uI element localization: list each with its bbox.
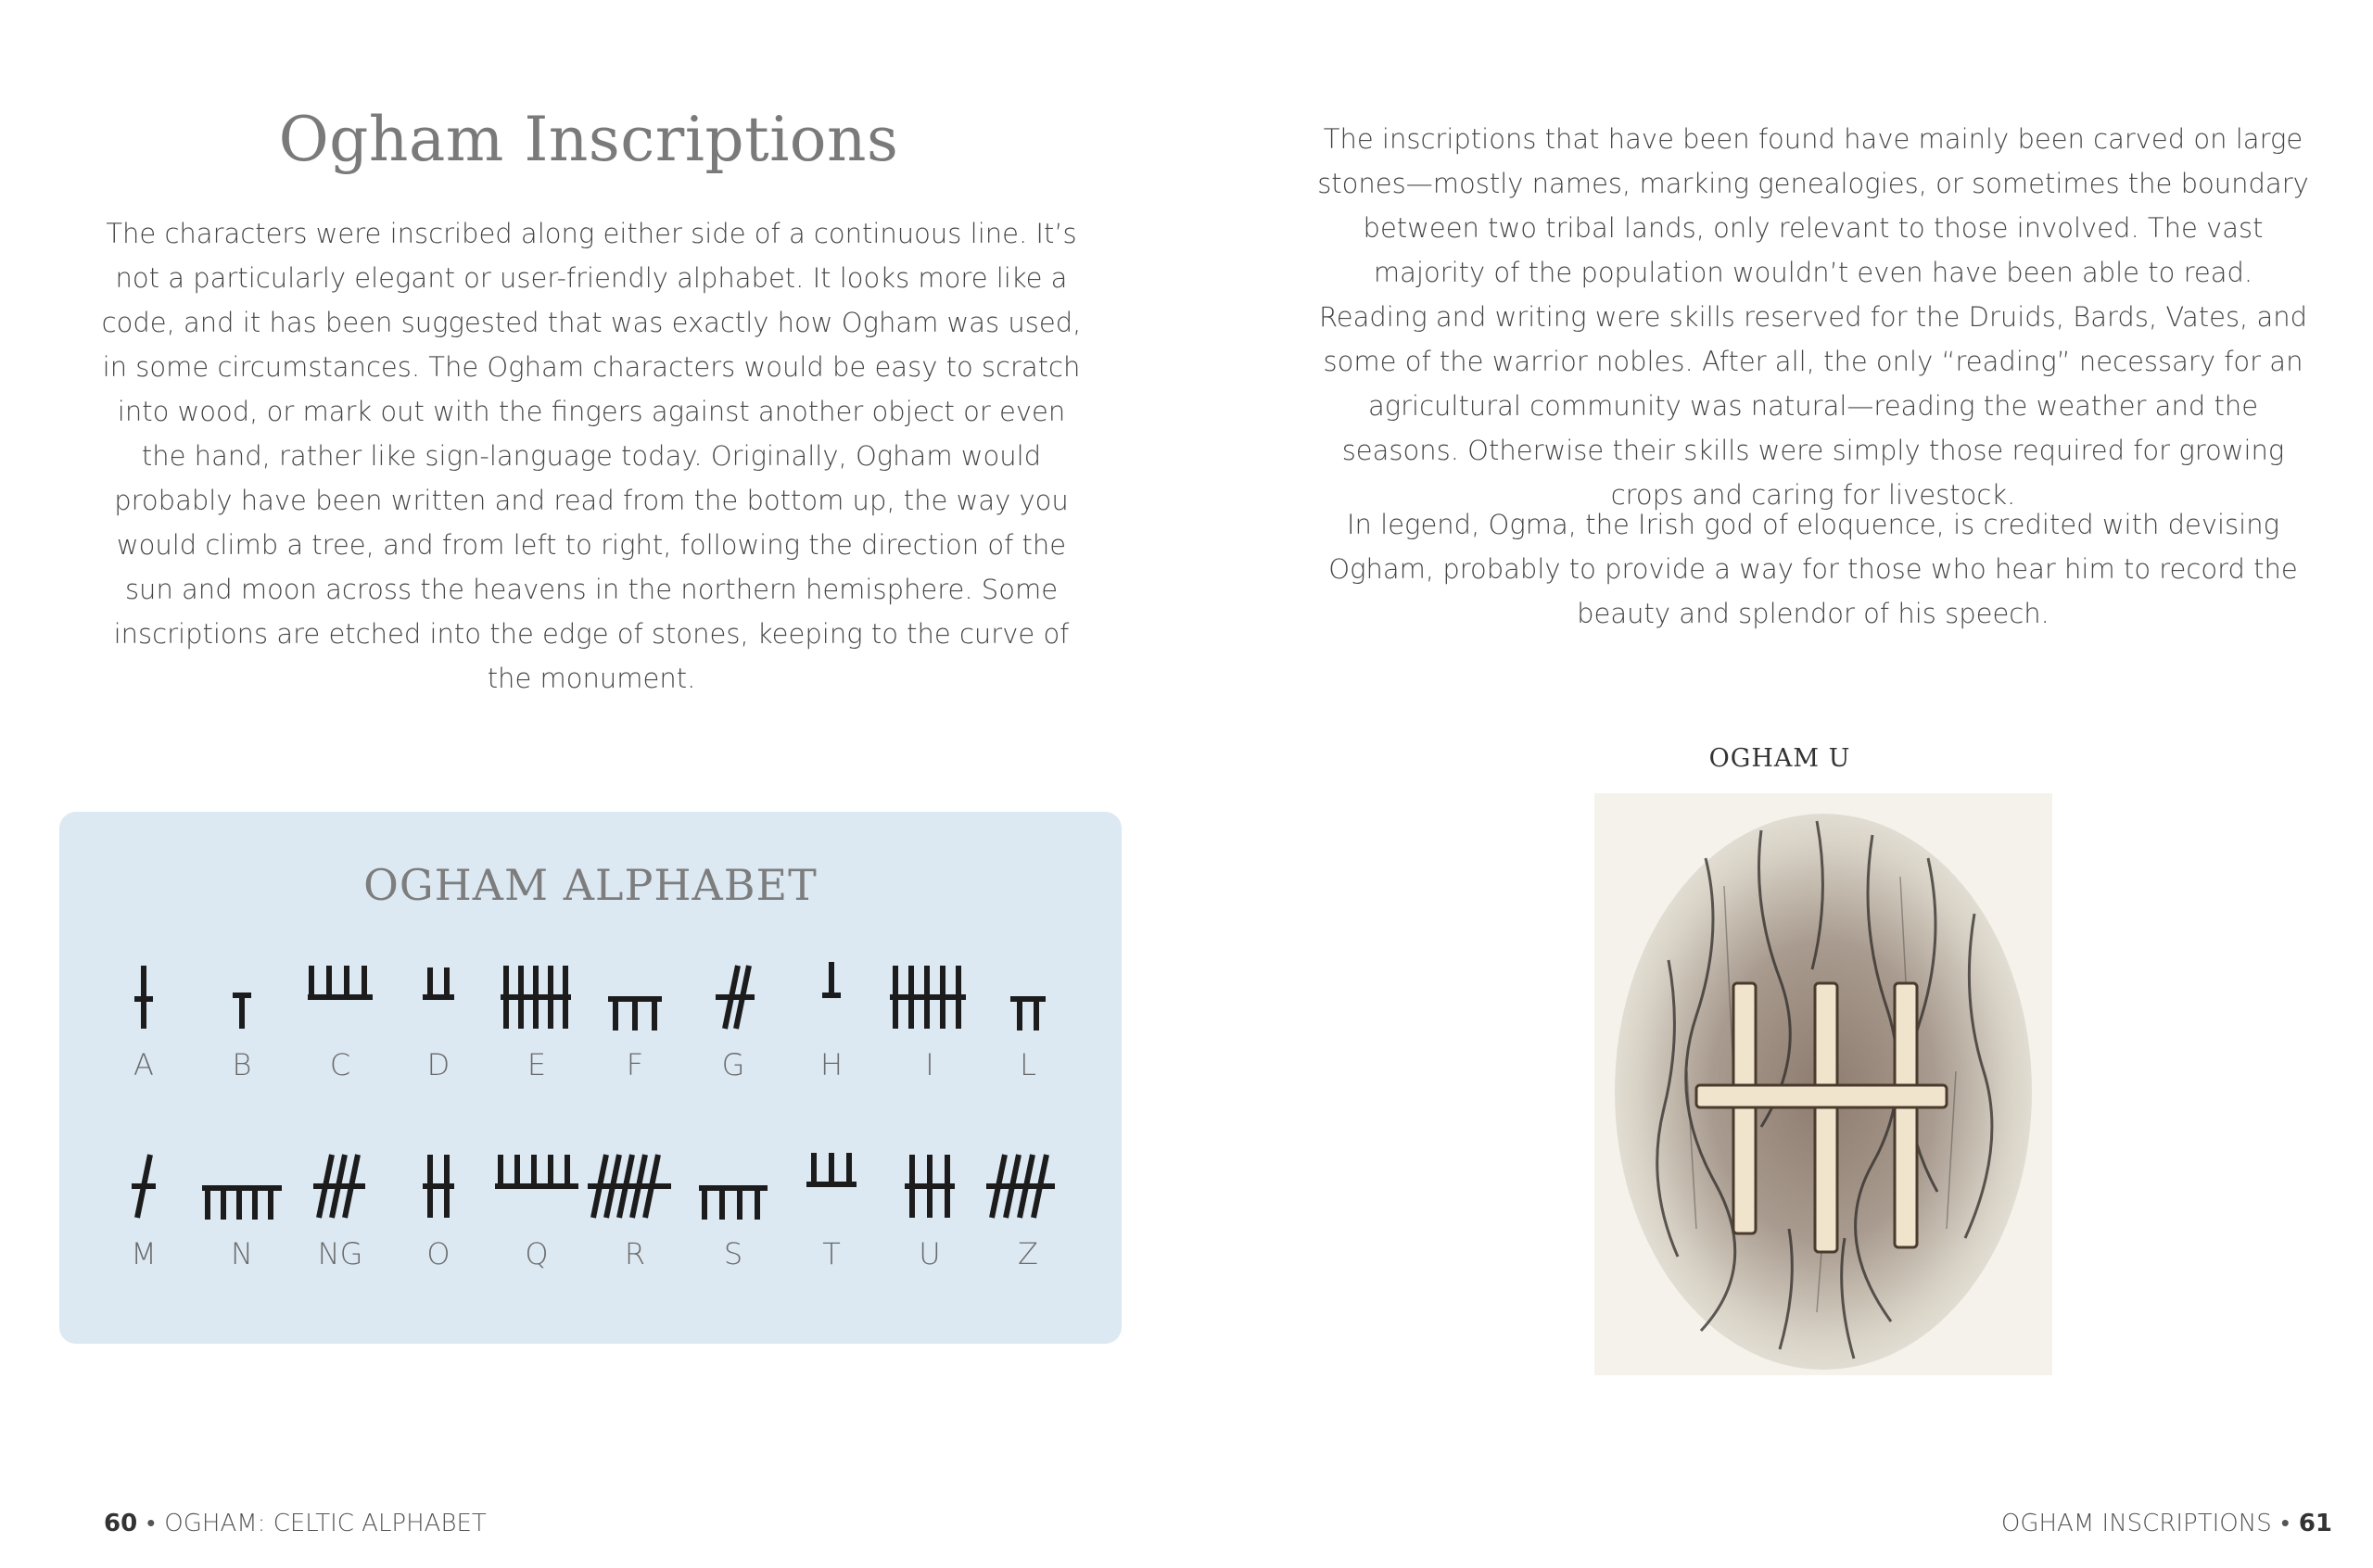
ogham-letter-t [782,1147,881,1286]
letter-label: G [721,1047,745,1082]
ogham-letter-m [95,1147,193,1286]
alphabet-row-2 [95,1147,1096,1286]
letter-label: NG [317,1236,363,1271]
running-head: OGHAM: CELTIC ALPHABET [164,1510,487,1537]
ogham-alphabet-box [59,812,1122,1344]
footer-left [104,1509,487,1537]
right-body-paragraph-1: The inscriptions that have been found have mainly been carved on large stones—mostly names, marking genealogies, or sometimes the boundary between two tribal lands, only relevant to those involved. The vast majority of the population wouldn’t even have been able to read. Reading and writing were skills reserved for the Druids, Bards, Vates, and some of the warrior nobles. After all, the only “reading” necessary for an agricultural community was natural—reading the weather and the seasons. Otherwise their skills were simply those required for growing crops and caring for livestock. [1317,123,2309,511]
ogham-u-bark-illustration [1594,793,2052,1375]
letter-label: O [426,1236,450,1271]
running-head: OGHAM INSCRIPTIONS [2000,1510,2272,1537]
ogham-o-glyph [389,1147,488,1225]
letter-label: L [1020,1047,1036,1082]
left-body-paragraph: The characters were inscribed along either side of a continuous line. It’s not a particularly elegant or user-friendly alphabet. It looks more like a code, and it has been suggested that was exactly how Ogham was used, in some circumstances. The Ogham characters would be easy to scratch into wood, or mark out with the fingers against another object or even the hand, rather like sign-language today. Originally, Ogham would probably have been written and read from the bottom up, the way you would climb a tree, and from left to right, following the direction of the sun and moon across the heavens in the northern hemisphere. Some inscriptions are etched into the edge of stones, keeping to the curve of the monument. [101,218,1082,694]
page-number: 60 [104,1510,138,1537]
letter-label: U [919,1236,941,1271]
footer-separator: • [146,1510,156,1537]
ogham-n-glyph [193,1147,291,1225]
ogham-b-glyph [193,958,291,1036]
page-heading: Ogham Inscriptions [278,104,899,175]
letter-label: F [626,1047,644,1082]
ogham-i-glyph [881,958,979,1036]
letter-label: A [133,1047,154,1082]
ogham-a-glyph [95,958,193,1036]
right-body-paragraph-2: In legend, Ogma, the Irish god of eloquence, is credited with devising Ogham, probably to provide a way for those who hear him to record the beauty and splendor of his speech. [1328,509,2298,629]
ogham-letter-e [488,958,586,1097]
letter-label: C [329,1047,351,1082]
letter-label: M [131,1236,157,1271]
letter-label: Q [525,1236,549,1271]
letter-label: Z [1018,1236,1038,1271]
ogham-l-glyph [979,958,1077,1036]
ogham-letter-c [291,958,389,1097]
ogham-letter-ng [291,1147,389,1286]
ogham-letter-h [782,958,881,1097]
ogham-q-glyph [488,1147,586,1225]
ogham-t-glyph [782,1147,881,1225]
ogham-letter-u [881,1147,979,1286]
alphabet-row-1 [95,958,1096,1097]
ogham-letter-b [193,958,291,1097]
letter-label: T [822,1236,841,1271]
ogham-h-glyph [782,958,881,1036]
ogham-letter-q [488,1147,586,1286]
page-number: 61 [2298,1510,2332,1537]
ogham-letter-g [684,958,782,1097]
alphabet-box-title: OGHAM ALPHABET [363,860,818,910]
ogham-f-glyph [586,958,684,1036]
letter-label: R [624,1236,646,1271]
figure-caption: OGHAM U [1708,744,1851,773]
ogham-letter-s [684,1147,782,1286]
ogham-z-glyph [979,1147,1077,1225]
letter-label: D [426,1047,450,1082]
ogham-c-glyph [291,958,389,1036]
ogham-letter-i [881,958,979,1097]
ogham-g-glyph [684,958,782,1036]
ogham-letter-d [389,958,488,1097]
letter-label: I [925,1047,934,1082]
ogham-e-glyph [488,958,586,1036]
ogham-letter-f [586,958,684,1097]
ogham-u-glyph [881,1147,979,1225]
footer-separator: • [2280,1510,2290,1537]
left-page [0,0,1186,1568]
ogham-m-glyph [95,1147,193,1225]
ogham-letter-l [979,958,1077,1097]
letter-label: E [527,1047,547,1082]
ogham-s-glyph [684,1147,782,1225]
letter-label: H [819,1047,844,1082]
ogham-letter-n [193,1147,291,1286]
ogham-letter-z [979,1147,1077,1286]
letter-label: B [232,1047,252,1082]
letter-label: S [723,1236,743,1271]
ogham-r-glyph [586,1147,684,1225]
letter-label: N [231,1236,253,1271]
ogham-letter-a [95,958,193,1097]
ogham-letter-r [586,1147,684,1286]
footer-right [2001,1509,2332,1537]
ogham-ng-glyph [291,1147,389,1225]
ogham-letter-o [389,1147,488,1286]
ogham-d-glyph [389,958,488,1036]
right-page [1186,0,2373,1568]
